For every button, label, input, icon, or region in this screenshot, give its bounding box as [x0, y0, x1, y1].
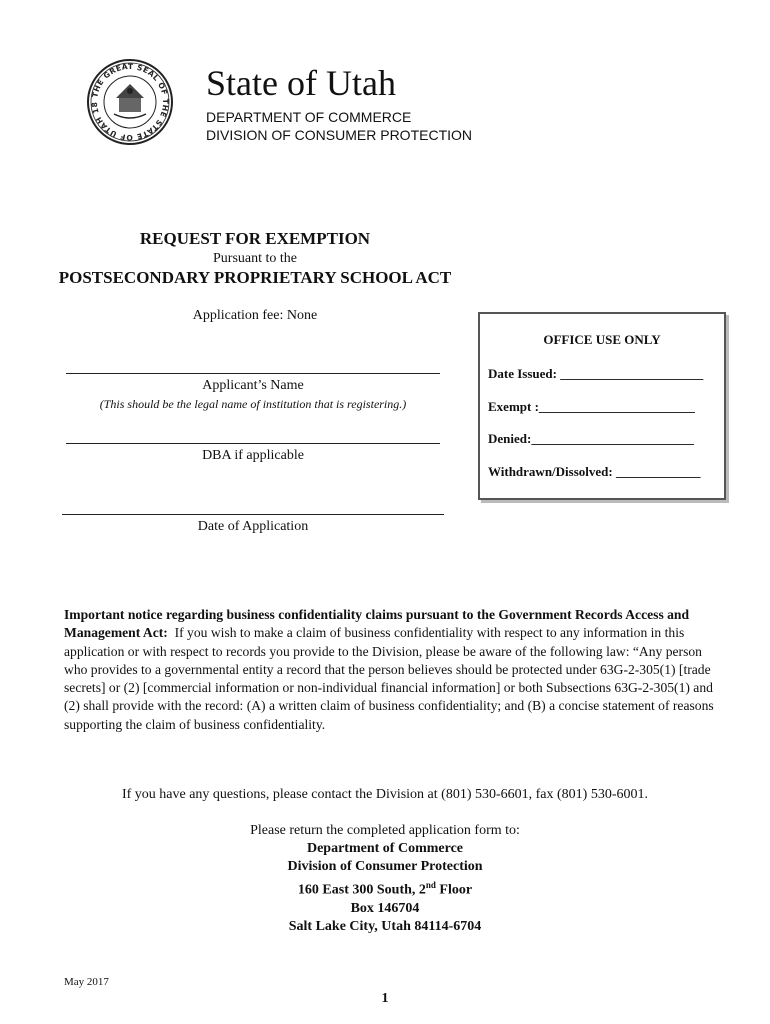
date-of-application-field[interactable] [62, 514, 444, 515]
confidentiality-notice [64, 606, 720, 734]
footer-date: May 2017 [64, 976, 109, 988]
return-intro: Please return the completed application form to: [250, 823, 520, 838]
notice-body: If you wish to make a claim of business confidentiality with respect to any information in this application or with respect to records you provide to the Division, please be aware of the following law: “Any person who provides to a governmental entity a record that the person believes should be protected under 63G-2-305(1) [trade secrets] or (2) [commercial information or non-individual financial information] or both Subsections 63G-2-305(1) and (2) shall provide with the record: (A) a written claim of business confidentiality; and (B) a concise statement of reasons supporting the claim of business confidentiality. [64, 625, 714, 732]
office-use-box [478, 312, 726, 500]
return-city: Salt Lake City, Utah 84114-6704 [288, 918, 482, 934]
contact-info: If you have any questions, please contact the Division at (801) 530-6601, fax (801) 530-6001. [121, 787, 649, 802]
applicant-name-note: (This should be the legal name of institution that is registering.) [99, 397, 407, 411]
page-number: 1 [381, 991, 389, 1006]
department-heading [206, 108, 472, 144]
page-title: State of Utah [206, 63, 396, 103]
department-line: DEPARTMENT OF COMMERCE [206, 109, 412, 125]
date-of-application-label: Date of Application [197, 519, 309, 534]
denied-field: Denied:_________________________ [488, 431, 694, 446]
notice-heading: Important notice regarding business confidentiality claims pursuant to the Government Records Access and Management Act: [64, 607, 690, 641]
svg-text:THE GREAT SEAL OF THE STATE OF: THE GREAT SEAL OF THE STATE OF UTAH 18 [89, 61, 171, 143]
act-heading: POSTSECONDARY PROPRIETARY SCHOOL ACT [58, 268, 452, 287]
return-division: Division of Consumer Protection [287, 859, 483, 874]
date-issued-field: Date Issued: ______________________ [488, 366, 704, 381]
dba-field[interactable] [66, 443, 440, 444]
return-street: 160 East 300 South, 2nd Floor [297, 880, 473, 898]
division-line: DIVISION OF CONSUMER PROTECTION [206, 127, 473, 143]
state-seal [86, 58, 174, 146]
return-address [20, 822, 750, 936]
exempt-field: Exempt :________________________ [488, 399, 695, 414]
withdrawn-dissolved-field: Withdrawn/Dissolved: _____________ [488, 464, 701, 479]
dba-label: DBA if applicable [202, 448, 304, 463]
application-fee: Application fee: None [192, 308, 318, 323]
return-department: Department of Commerce [306, 841, 463, 856]
pursuant-text: Pursuant to the [213, 251, 297, 266]
form-heading: REQUEST FOR EXEMPTION [139, 229, 371, 248]
applicant-name-field[interactable] [66, 373, 440, 374]
applicant-name-label: Applicant’s Name [202, 378, 304, 393]
office-use-title: OFFICE USE ONLY [543, 332, 661, 347]
return-box: Box 146704 [350, 900, 420, 916]
